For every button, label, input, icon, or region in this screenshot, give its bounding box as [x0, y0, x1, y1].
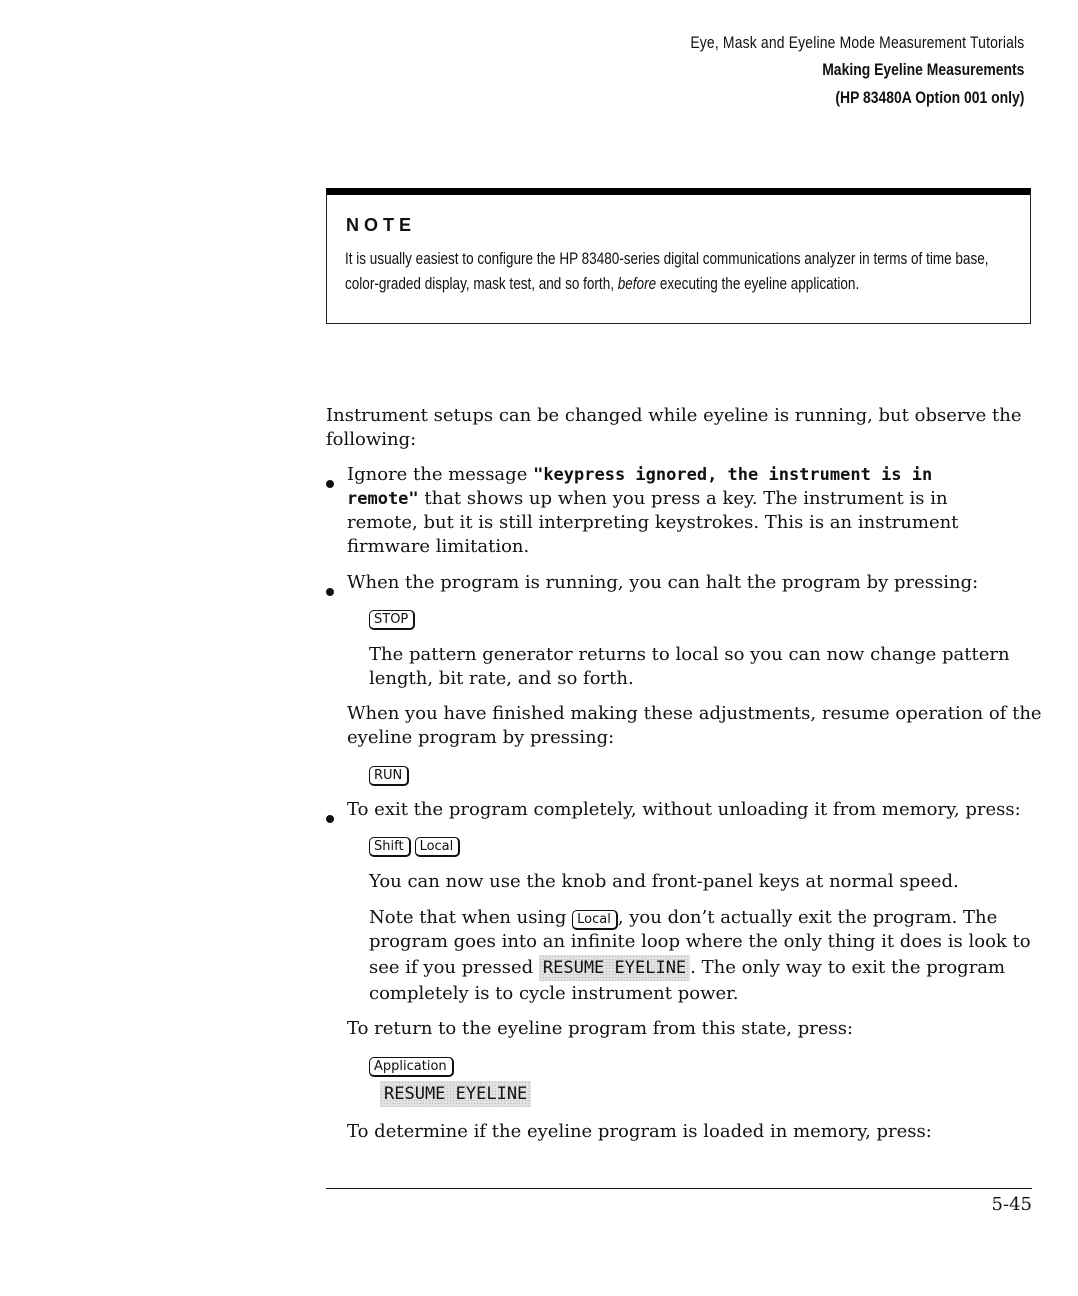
- page-title: Making Eyeline Measurements: [821, 60, 1024, 79]
- shift-key[interactable]: Shift: [369, 837, 411, 857]
- bullet2-text: When the program is running, you can halt the program by pressing:: [347, 572, 979, 593]
- shift-local-key-row: [369, 837, 460, 857]
- note-emphasis: before: [617, 275, 657, 293]
- bullet1-line3: remote, but it is still interpreting keystrokes. This is an instrument: [347, 512, 959, 533]
- stop-key-row: [369, 610, 415, 630]
- page-number: 5-45: [991, 1194, 1032, 1215]
- application-key[interactable]: Application: [369, 1057, 454, 1077]
- note-text: [345, 247, 1017, 297]
- bullet3-text: To exit the program completely, without unloading it from memory, press:: [347, 799, 1021, 820]
- determine-text: To determine if the eyeline program is loaded in memory, press:: [347, 1121, 932, 1142]
- note-text-after: executing the eyeline application.: [656, 275, 860, 293]
- bullet3-note-line1: [369, 906, 997, 930]
- run-key[interactable]: RUN: [369, 766, 409, 786]
- bullet-dot: [326, 472, 334, 493]
- resume-softkey-row: [380, 1081, 531, 1107]
- bullet1-pre: Ignore the message: [347, 464, 534, 485]
- bullet1-code-message: "keypress ignored, the instrument is in: [533, 465, 933, 485]
- bullet3-sub1: You can now use the knob and front-panel keys at normal speed.: [369, 871, 959, 892]
- return-text: To return to the eyeline program from this state, press:: [347, 1018, 854, 1039]
- note-heading: NOTE: [346, 215, 417, 235]
- bullet1-line2: [347, 487, 948, 511]
- section-title: Eye, Mask and Eyeline Mode Measurement Tutorials: [689, 33, 1024, 52]
- resume-eyeline-softkey[interactable]: RESUME EYELINE: [539, 955, 690, 981]
- note-line3-pre: see if you pressed: [369, 957, 539, 978]
- application-key-row: [369, 1057, 454, 1077]
- bullet1-line4: firmware limitation.: [347, 536, 530, 557]
- intro-line-1: Instrument setups can be changed while eyeline is running, but observe the: [326, 405, 1022, 426]
- bullet3-note-line3: [369, 955, 1005, 981]
- bullet3-note-line2: program goes into an infinite loop where the only thing it does is look to: [369, 931, 1031, 952]
- stop-key[interactable]: STOP: [369, 610, 415, 630]
- run-key-row: [369, 766, 409, 786]
- bullet2-sub1-line2: length, bit rate, and so forth.: [369, 668, 634, 689]
- resume-eyeline-softkey-2[interactable]: RESUME EYELINE: [380, 1081, 531, 1107]
- bullet-dot: [326, 807, 334, 828]
- running-header: [617, 30, 1024, 112]
- bullet2-sub1-line1: The pattern generator returns to local so you can now change pattern: [369, 644, 1010, 665]
- local-key-inline[interactable]: Local: [572, 910, 618, 930]
- bullet2-para-line1: When you have finished making these adjustments, resume operation of the: [347, 703, 1042, 724]
- note-text-before: It is usually easiest to configure the HP 83480-series digital communications analyzer in terms of time base, color-graded display, mask test, and so forth,: [345, 250, 989, 293]
- note-line3-post: . The only way to exit the program: [690, 957, 1006, 978]
- bullet1-post: that shows up when you press a key. The instrument is in: [418, 488, 948, 509]
- bullet1-line1: [347, 463, 932, 487]
- bullet1-code-remote: remote": [347, 489, 419, 509]
- bullet3-note-line4: completely is to cycle instrument power.: [369, 983, 739, 1004]
- local-key[interactable]: Local: [415, 837, 461, 857]
- note-pre: Note that when using: [369, 907, 573, 928]
- intro-line-2: following:: [326, 429, 417, 450]
- bullet-dot: [326, 580, 334, 601]
- note-post: , you don’t actually exit the program. The: [617, 907, 998, 928]
- page-subtitle: (HP 83480A Option 001 only): [834, 88, 1024, 107]
- footer-rule: [326, 1188, 1032, 1189]
- bullet2-para-line2: eyeline program by pressing:: [347, 727, 615, 748]
- note-box: [326, 188, 1031, 324]
